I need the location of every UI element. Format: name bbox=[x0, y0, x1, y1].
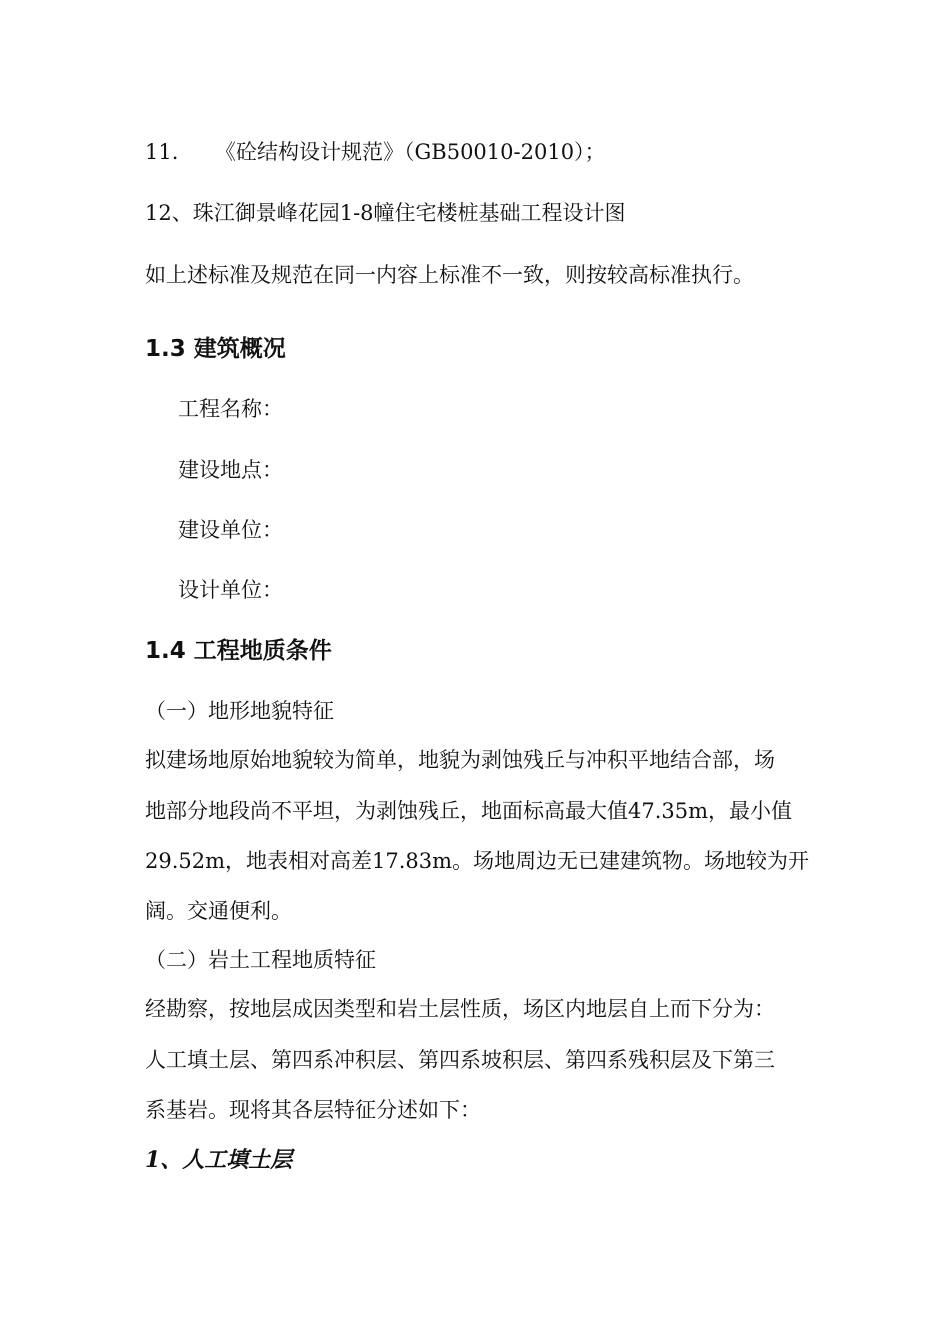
section-1-3-heading: 1.3 建筑概况 bbox=[145, 336, 286, 362]
geology-paragraph-line: 人工填土层、第四系冲积层、第四系坡积层、第四系残积层及下第三 bbox=[145, 1048, 775, 1072]
subsection-terrain-title: （一）地形地貌特征 bbox=[145, 699, 334, 723]
terrain-paragraph-line: 地部分地段尚不平坦，为剥蚀残丘，地面标高最大值47.35m，最小值 bbox=[145, 799, 793, 823]
layer-1-title: 1、人工填土层 bbox=[145, 1147, 293, 1173]
subsection-geology-title: （二）岩土工程地质特征 bbox=[145, 948, 376, 972]
reference-item-12: 12、珠江御景峰花园1-8幢住宅楼桩基础工程设计图 bbox=[145, 201, 626, 225]
reference-item-11 bbox=[145, 137, 835, 167]
reference-item-11-number: 11. bbox=[145, 140, 179, 164]
field-construction-unit: 建设单位： bbox=[178, 518, 283, 542]
standards-note: 如上述标准及规范在同一内容上标准不一致，则按较高标准执行。 bbox=[145, 263, 754, 287]
terrain-paragraph-line: 阔。交通便利。 bbox=[145, 899, 292, 923]
reference-item-11-text: 《砼结构设计规范》（GB50010-2010）； bbox=[215, 140, 606, 164]
field-project-name: 工程名称： bbox=[178, 397, 283, 421]
geology-paragraph-line: 经勘察，按地层成因类型和岩土层性质，场区内地层自上而下分为： bbox=[145, 997, 775, 1021]
field-construction-site: 建设地点： bbox=[178, 458, 283, 482]
section-1-4-heading: 1.4 工程地质条件 bbox=[145, 638, 332, 664]
terrain-paragraph-line: 29.52m，地表相对高差17.83m。场地周边无已建建筑物。场地较为开 bbox=[145, 849, 810, 873]
field-design-unit: 设计单位： bbox=[178, 578, 283, 602]
geology-paragraph-line: 系基岩。现将其各层特征分述如下： bbox=[145, 1098, 481, 1122]
terrain-paragraph-line: 拟建场地原始地貌较为简单，地貌为剥蚀残丘与冲积平地结合部，场 bbox=[145, 748, 775, 772]
